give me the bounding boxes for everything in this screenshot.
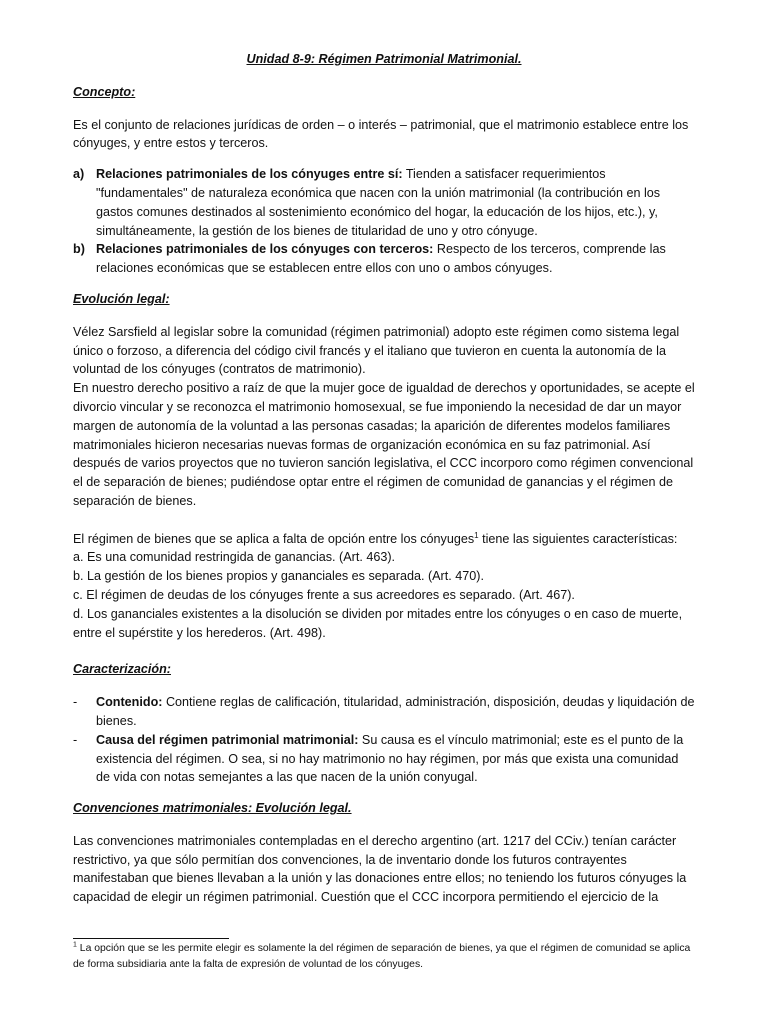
- list-marker: a): [73, 167, 85, 182]
- list-item-term: Relaciones patrimoniales de los cónyuges entre sí:: [96, 167, 403, 182]
- list-item-term: Contenido:: [96, 695, 163, 710]
- paragraph-text: El régimen de bienes que se aplica a falta de opción entre los cónyuges: [73, 531, 475, 546]
- list-marker: -: [73, 732, 78, 747]
- list-item-text: Su causa es el vínculo matrimonial; este es el punto de la existencia del régimen. O sea, si no hay matrimonio no hay régimen, por más que exista una comunidad de vida con notas semejantes a las que nacen de la unión conyugal.: [96, 732, 684, 785]
- characteristic-item: c. El régimen de deudas de los cónyuges frente a sus acreedores es separado. (Art. 467).: [73, 587, 575, 602]
- document-body: [73, 50, 695, 907]
- caracterizacion-list: [73, 693, 695, 787]
- list-item: [73, 731, 695, 787]
- list-marker: -: [73, 695, 78, 710]
- evolucion-paragraph-1: Vélez Sarsfield al legislar sobre la comunidad (régimen patrimonial) adopto este régimen como sistema legal único o forzoso, a diferencia del código civil francés y el italiano que tuvieron en cuenta la autonomía de la voluntad de los cónyuges (contratos de matrimonio).: [73, 324, 680, 377]
- footnote-reference[interactable]: 1: [474, 530, 479, 540]
- list-item: [73, 240, 695, 278]
- list-item: [73, 693, 695, 731]
- footnote-number: 1: [73, 941, 77, 949]
- list-marker: b): [73, 242, 85, 257]
- footnote: [73, 941, 695, 973]
- concepto-paragraph: Es el conjunto de relaciones jurídicas de orden – o interés – patrimonial, que el matrimonio establece entre los cónyuges, y entre estos y terceros.: [73, 117, 689, 151]
- paragraph-text: tiene las siguientes características:: [478, 531, 678, 546]
- characteristic-item: b. La gestión de los bienes propios y gananciales es separada. (Art. 470).: [73, 569, 484, 584]
- heading-caracterizacion: Caracterización:: [73, 662, 171, 677]
- list-item-text: Tienden a satisfacer requerimientos "fundamentales" de naturaleza económica que nacen con la unión matrimonial (la contribución en los gastos comunes destinados al sostenimiento económico del hogar, la educación de los hijos, etc.), y, simultáneamente, la gestión de los bienes de titularidad de uno y otro cónyuge.: [96, 167, 661, 238]
- characteristic-item: d. Los gananciales existentes a la disolución se dividen por mitades entre los cónyuges o en caso de muerte, entre el supérstite y los herederos. (Art. 498).: [73, 606, 683, 640]
- list-item-term: Causa del régimen patrimonial matrimonial:: [96, 732, 359, 747]
- list-item: [73, 165, 695, 240]
- list-item-text: Respecto de los terceros, comprende las relaciones económicas que se establecen entre ellos con uno o ambos cónyuges.: [96, 242, 666, 276]
- concepto-list: [73, 165, 695, 278]
- evolucion-paragraph-2: En nuestro derecho positivo a raíz de que la mujer goce de igualdad de derechos y oportunidades, se acepte el divorcio vincular y se reconozca el matrimonio homosexual, se fue imponiendo la necesidad de dar un mayor margen de autonomía de la voluntad a las personas casadas; la aparición de diferentes modelos familiares matrimoniales hicieron necesarias nuevas formas de organización económica en su faz patrimonial. Así después de varios proyectos que no tuvieron sanción legislativa, el CCC incorporo como régimen convencional el de separación de bienes; pudiéndose optar entre el régimen de comunidad de ganancias y el régimen de separación de bienes.: [73, 381, 695, 508]
- characteristic-item: a. Es una comunidad restringida de ganancias. (Art. 463).: [73, 550, 396, 565]
- list-item-term: Relaciones patrimoniales de los cónyuges con terceros:: [96, 242, 434, 257]
- heading-evolucion: Evolución legal:: [73, 291, 170, 306]
- footnote-separator: [73, 938, 229, 939]
- heading-convenciones: Convenciones matrimoniales: Evolución legal.: [73, 801, 352, 816]
- footnote-text: La opción que se les permite elegir es solamente la del régimen de separación de bienes, ya que el régimen de comunidad se aplica de forma subsidiaria ante la falta de expresión de voluntad de los cónyuges.: [73, 943, 691, 970]
- heading-concepto: Concepto:: [73, 84, 136, 99]
- convenciones-paragraph: Las convenciones matrimoniales contempladas en el derecho argentino (art. 1217 del CCiv.) tenían carácter restrictivo, ya que sólo permitían dos convenciones, la de inventario donde los futuros contrayentes manifestaban que bienes llevaban a la unión y las donaciones entre ellos; no teniendo los futuros cónyuges la capacidad de elegir un régimen patrimonial. Cuestión que el CCC incorpora permitiendo el ejercicio de la: [73, 833, 687, 905]
- list-item-text: Contiene reglas de calificación, titularidad, administración, disposición, deudas y liquidación de bienes.: [96, 695, 695, 728]
- blank-line: [73, 511, 695, 530]
- document-title: Unidad 8-9: Régimen Patrimonial Matrimonial.: [246, 52, 522, 66]
- evolucion-paragraph-3: [73, 530, 695, 549]
